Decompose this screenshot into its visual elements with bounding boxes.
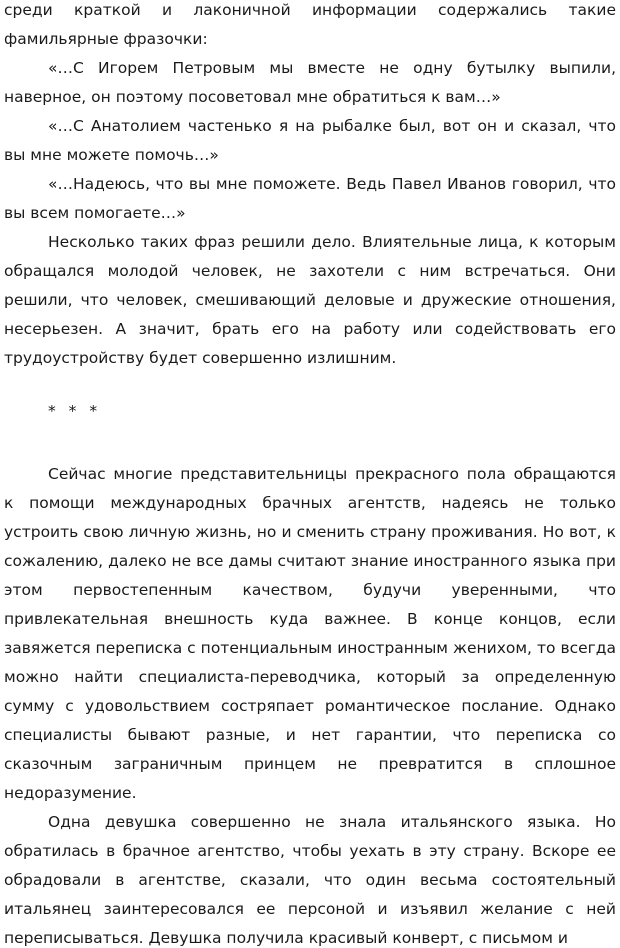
separator-block (4, 397, 616, 426)
paragraph-intro: среди краткой и лаконичной информации содержались такие фамильярные фразочки: (4, 1, 616, 48)
text-block-top (4, 0, 616, 373)
paragraph-conclusion: Несколько таких фраз решили дело. Влиятельные лица, к которым обращался молодой человек, не захотели с ним встречаться. Они решили, что человек, смешивающий деловые и дружеские отношения, несерьезен. А значит, брать его на работу или содействовать его трудоустройству будет совершенно излишним. (4, 233, 616, 367)
paragraph-story: Одна девушка совершенно не знала итальянского языка. Но обратилась в брачное агентство, чтобы уехать в эту страну. Вскоре ее обрадовали в агентстве, сказали, что один весьма состоятельный итальянец заинтересовался ее персоной и изъявил желание с ней переписываться. Девушка получила красивый конверт, с письмом и (4, 813, 616, 947)
paragraph-quote-3: «…Надеюсь, что вы мне поможете. Ведь Павел Иванов говорил, что вы всем помогаете…» (4, 175, 616, 222)
paragraph-quote-1: «…С Игорем Петровым мы вместе не одну бутылку выпили, наверное, он поэтому посоветовал мне обратиться к вам…» (4, 59, 616, 106)
paragraph-quote-2: «…С Анатолием частенько я на рыбалке был, вот он и сказал, что вы мне можете помочь…» (4, 117, 616, 164)
section-separator: * * * (48, 402, 102, 420)
text-block-bottom (4, 460, 616, 948)
paragraph-agencies: Сейчас многие представительницы прекрасного пола обращаются к помощи международных брачных агентств, надеясь не только устроить свою личную жизнь, но и сменить страну проживания. Но вот, к сожалению, далеко не все дамы считают знание иностранного языка при этом первостепенным качеством, будучи уверенными, что привлекательная внешность куда важнее. В конце концов, если завяжется переписка с потенциальным иностранным женихом, то всегда можно найти специалиста-переводчика, который за определенную сумму с удовольствием состряпает романтическое послание. Однако специалисты бывают разные, и нет гарантии, что переписка со сказочным заграничным принцем не превратится в сплошное недоразумение. (4, 465, 616, 802)
